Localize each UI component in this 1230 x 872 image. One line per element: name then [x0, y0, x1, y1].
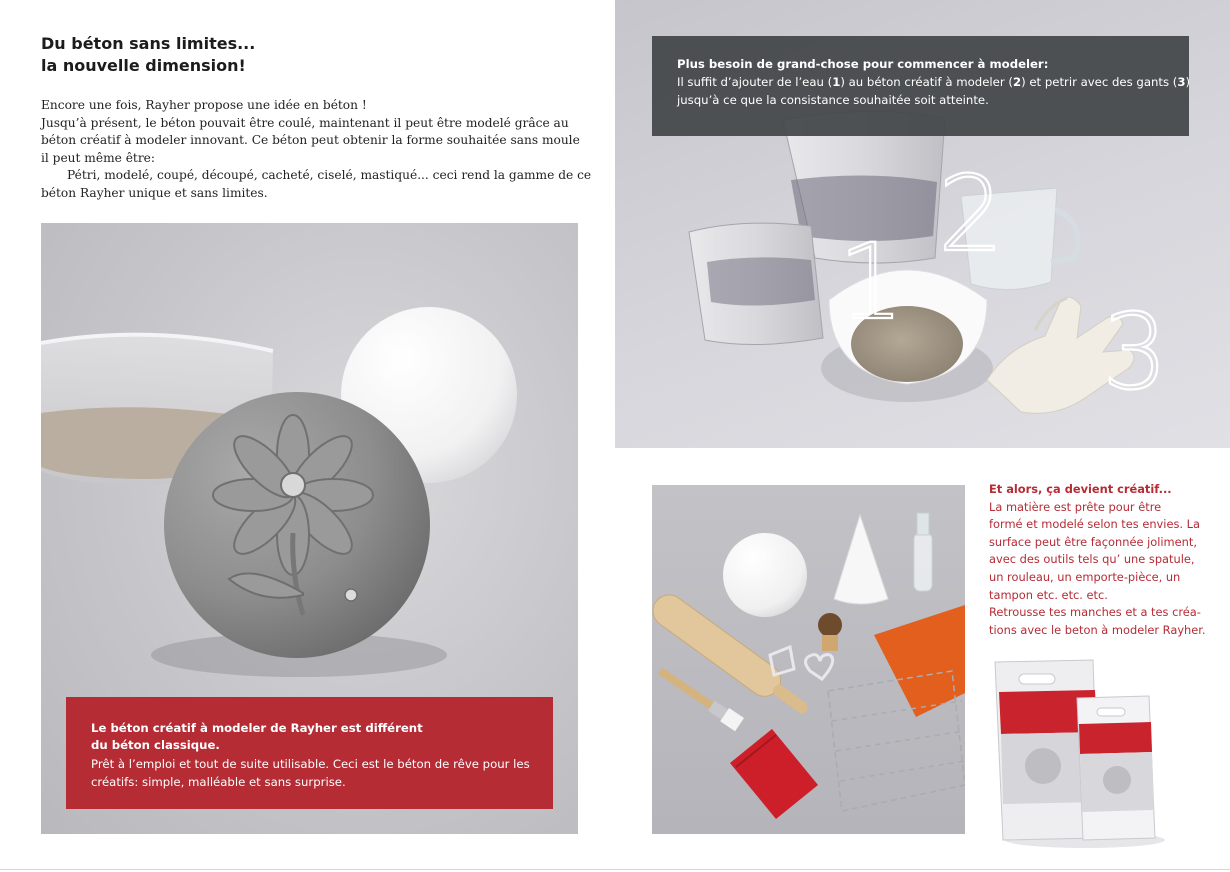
creative-line: avec des outils tels qu’ une spatule,: [989, 552, 1195, 567]
body-line: Prêt à l’emploi et tout de suite utilisable. Ceci est le béton de rêve pour les: [91, 756, 530, 771]
info-box-start: [652, 36, 1189, 136]
body-line: [677, 73, 1191, 91]
creative-text: [989, 481, 1224, 639]
info-box-difference: [66, 697, 553, 809]
heading-line: du béton classique.: [91, 738, 220, 753]
text-segment: ) et petrir avec des gants (: [1021, 75, 1178, 90]
step-number-2: 2: [938, 153, 1005, 275]
polystyrene-cone: [834, 515, 888, 604]
creative-line: tions avec le beton à modeler Rayher.: [989, 622, 1206, 637]
info-box-body: [91, 755, 529, 791]
creative-line: formé et modelé selon tes envies. La: [989, 517, 1200, 532]
intro-line: Pétri, modelé, coupé, découpé, cacheté, ciselé, mastiqué... ceci rend la gamme de ce: [67, 168, 592, 183]
creative-line: Retrousse tes manches et a tes créa-: [989, 605, 1201, 620]
creative-line: tampon etc. etc. etc.: [989, 587, 1108, 602]
text-segment: ): [1185, 75, 1191, 90]
intro-line: béton créatif à modeler innovant. Ce béton peut obtenir la forme souhaitée sans moule: [41, 133, 580, 148]
intro-line: Encore une fois, Rayher propose une idée en béton !: [41, 98, 367, 112]
step-ref-1: 1: [832, 75, 841, 90]
orange-sheet: [874, 605, 965, 717]
text-segment: ) au béton créatif à modeler (: [840, 75, 1013, 90]
intro-paragraph: [41, 97, 592, 203]
step-numbers: [820, 150, 1180, 400]
creative-line: surface peut être façonnée joliment,: [989, 534, 1197, 549]
intro-line: Jusqu’à présent, le béton pouvait être coulé, maintenant il peut être modelé grâce au: [41, 115, 569, 130]
text-segment: Il suffit d’ajouter de l’eau (: [677, 75, 833, 90]
step-number-3: 3: [1102, 291, 1169, 400]
page-title: [41, 33, 561, 77]
body-line: créatifs: simple, malléable et sans surprise.: [91, 774, 346, 789]
step-ref-2: 2: [1012, 75, 1022, 90]
creative-line: un rouleau, un emporte-pièce, un: [989, 569, 1181, 584]
intro-line: béton Rayher unique et sans limites.: [41, 185, 268, 200]
creative-line: La matière est prête pour être: [989, 499, 1162, 514]
red-scraper: [730, 729, 818, 819]
photo-tools: [652, 485, 965, 834]
info-box-heading: [91, 720, 529, 755]
step-ref-3: 3: [1177, 75, 1186, 90]
info-box-body: [677, 73, 1191, 109]
intro-line: il peut même être:: [41, 150, 155, 165]
title-line: Du béton sans limites...: [41, 34, 256, 53]
heading-line: Le béton créatif à modeler de Rayher est différent: [91, 721, 423, 735]
title-line: la nouvelle dimension!: [41, 56, 246, 75]
creative-heading: Et alors, ça devient créatif...: [989, 482, 1172, 496]
product-packs: [985, 652, 1175, 852]
page-bottom-rule: [0, 869, 1230, 870]
info-box-heading: Plus besoin de grand-chose pour commencer à modeler:: [677, 57, 1049, 71]
body-line: jusqu’à ce que la consistance souhaitée soit atteinte.: [677, 93, 989, 108]
step-number-1: 1: [838, 221, 905, 343]
polystyrene-ball: [723, 533, 807, 617]
